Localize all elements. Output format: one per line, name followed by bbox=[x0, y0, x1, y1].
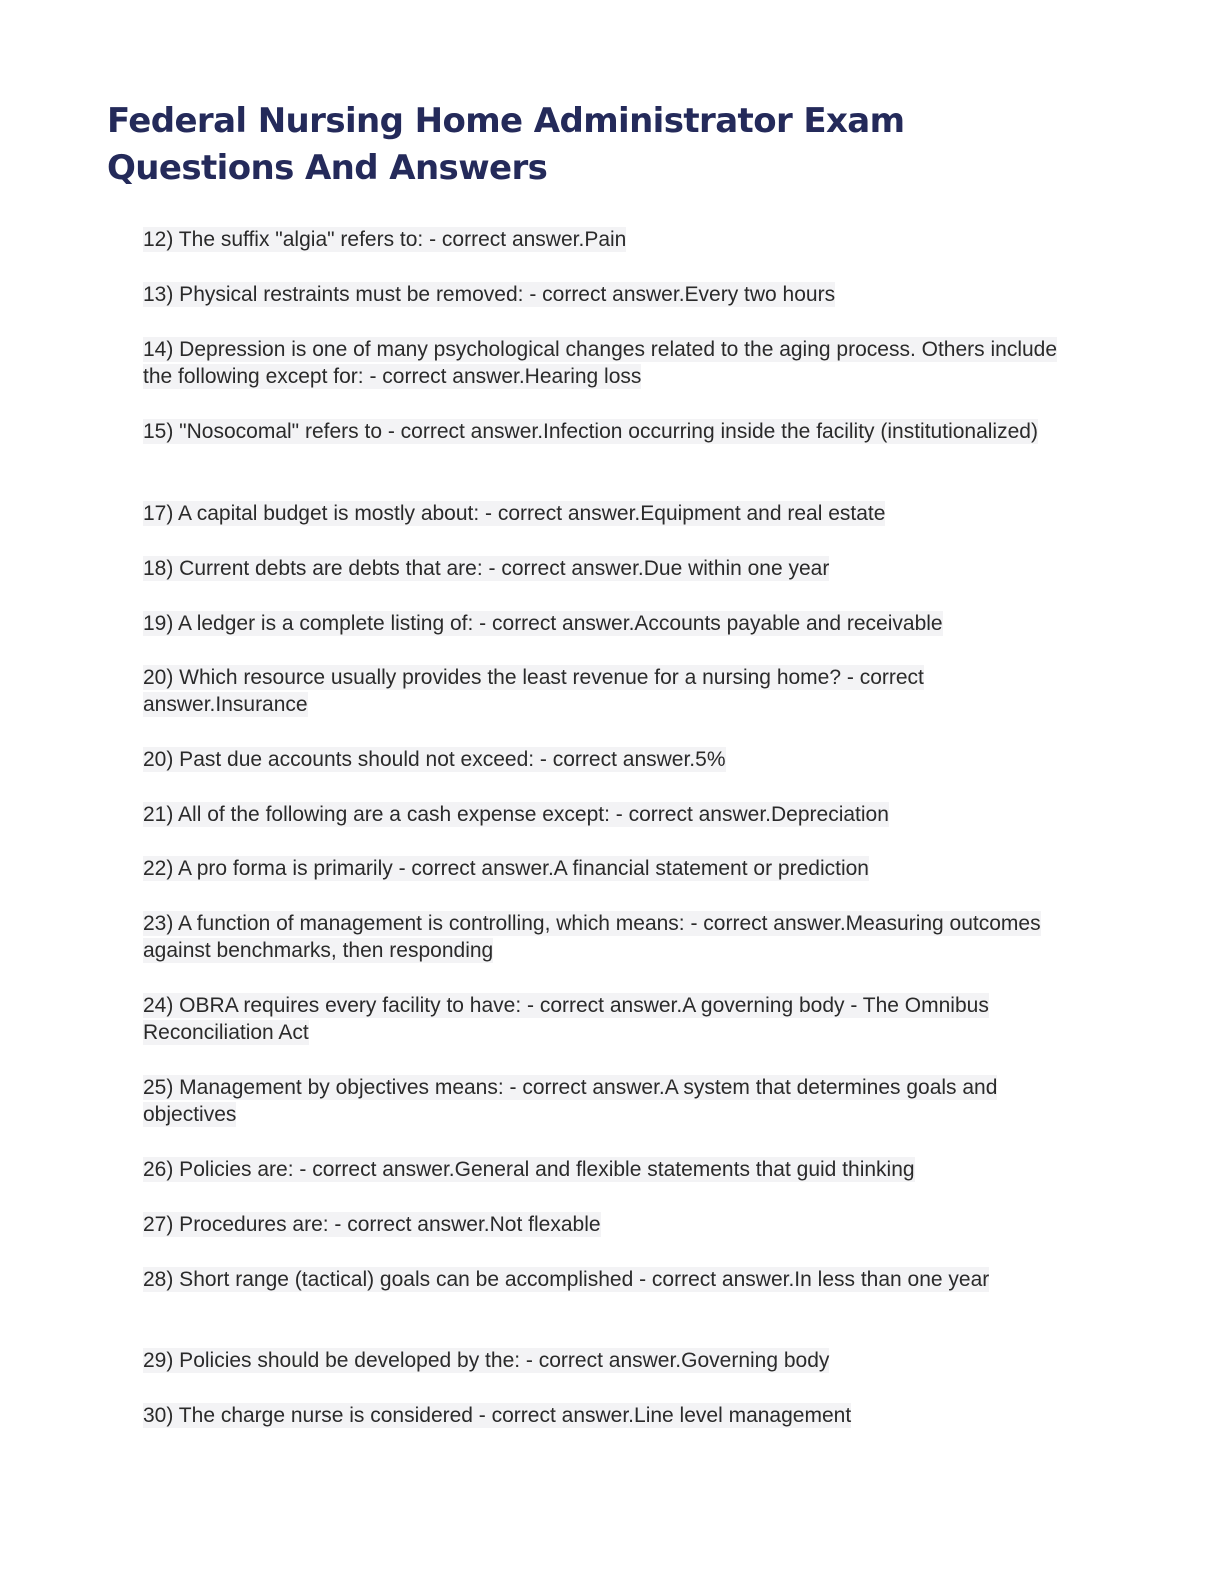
qa-text: 26) Policies are: - correct answer.General and flexible statements that guid thinking bbox=[143, 1158, 915, 1181]
qa-item bbox=[143, 801, 1063, 828]
qa-item bbox=[143, 992, 1063, 1046]
qa-text: 19) A ledger is a complete listing of: - correct answer.Accounts payable and receivable bbox=[143, 612, 943, 635]
qa-text: 14) Depression is one of many psychological changes related to the aging process. Others include the following except for: - correct answer.Hearing loss bbox=[143, 338, 1058, 388]
qa-item bbox=[143, 664, 1063, 718]
qa-item bbox=[143, 1074, 1063, 1128]
qa-text: 22) A pro forma is primarily - correct answer.A financial statement or prediction bbox=[143, 857, 869, 880]
qa-item bbox=[143, 1266, 1063, 1293]
qa-item bbox=[143, 1347, 1063, 1374]
qa-item bbox=[143, 855, 1063, 882]
qa-item bbox=[143, 1211, 1063, 1238]
qa-item bbox=[143, 418, 1063, 445]
qa-text: 23) A function of management is controlling, which means: - correct answer.Measuring outcomes against benchmarks, then responding bbox=[143, 912, 1041, 962]
qa-text: 27) Procedures are: - correct answer.Not flexable bbox=[143, 1213, 601, 1236]
qa-text: 18) Current debts are debts that are: - correct answer.Due within one year bbox=[143, 557, 830, 580]
qa-item bbox=[143, 281, 1063, 308]
qa-item bbox=[143, 500, 1063, 527]
qa-item bbox=[143, 226, 1063, 253]
qa-text: 13) Physical restraints must be removed: - correct answer.Every two hours bbox=[143, 283, 836, 306]
qa-item bbox=[143, 610, 1063, 637]
qa-item bbox=[143, 555, 1063, 582]
qa-text: 20) Past due accounts should not exceed: - correct answer.5% bbox=[143, 748, 726, 771]
qa-text: 30) The charge nurse is considered - correct answer.Line level management bbox=[143, 1404, 852, 1427]
qa-text: 17) A capital budget is mostly about: - correct answer.Equipment and real estate bbox=[143, 502, 886, 525]
qa-item bbox=[143, 1156, 1063, 1183]
qa-text: 21) All of the following are a cash expense except: - correct answer.Depreciation bbox=[143, 803, 889, 826]
qa-text: 29) Policies should be developed by the: - correct answer.Governing body bbox=[143, 1349, 830, 1372]
qa-text: 24) OBRA requires every facility to have: - correct answer.A governing body - The Omnibus Reconciliation Act bbox=[143, 994, 989, 1044]
qa-item bbox=[143, 1402, 1063, 1429]
page-title: Federal Nursing Home Administrator Exam Questions And Answers bbox=[107, 101, 905, 188]
qa-item bbox=[143, 910, 1063, 964]
qa-text: 12) The suffix "algia" refers to: - correct answer.Pain bbox=[143, 228, 627, 251]
qa-item bbox=[143, 336, 1063, 390]
qa-item bbox=[143, 746, 1063, 773]
qa-text: 20) Which resource usually provides the least revenue for a nursing home? - correct answer.Insurance bbox=[143, 666, 924, 716]
qa-text: 15) "Nosocomal" refers to - correct answer.Infection occurring inside the facility (institutionalized) bbox=[143, 420, 1038, 443]
qa-text: 28) Short range (tactical) goals can be accomplished - correct answer.In less than one year bbox=[143, 1268, 990, 1291]
qa-text: 25) Management by objectives means: - correct answer.A system that determines goals and objectives bbox=[143, 1076, 998, 1126]
